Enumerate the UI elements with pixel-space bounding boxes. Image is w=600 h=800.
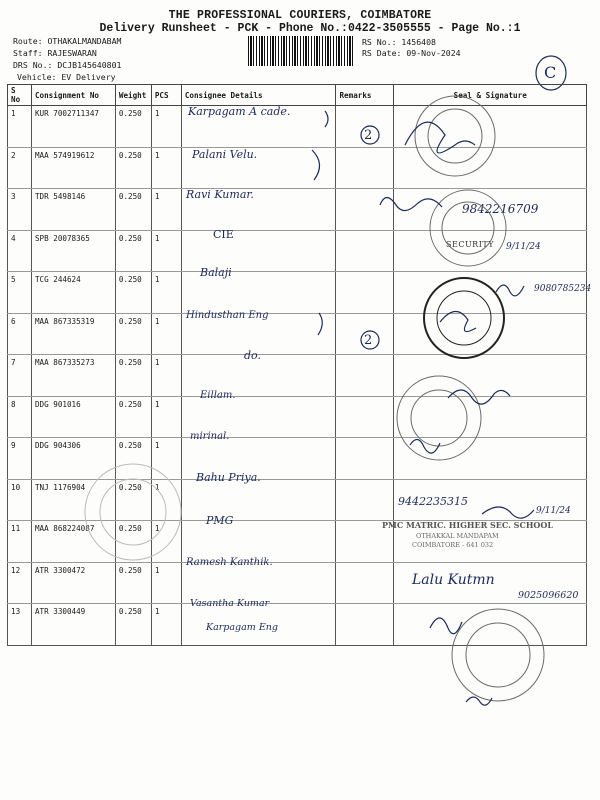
pcs-cell: 1 <box>151 106 181 148</box>
pcs-cell: 1 <box>151 272 181 314</box>
consignee-name: Karpagam Eng <box>206 622 278 633</box>
sno-cell: 4 <box>8 230 32 272</box>
col-consignment: Consignment No <box>31 85 115 106</box>
weight-cell: 0.250 <box>115 230 151 272</box>
consignment-cell: DDG 904306 <box>31 438 115 480</box>
sno-cell: 9 <box>8 438 32 480</box>
weight-cell: 0.250 <box>115 438 151 480</box>
corner-circle-mark: C <box>534 54 568 92</box>
signature-note: 9842216709 <box>462 202 539 216</box>
staff-label: Staff: RAJESWARAN <box>13 48 97 58</box>
round-stamp <box>397 376 481 460</box>
stamp-text: COIMBATORE - 641 032 <box>412 541 494 549</box>
remark-mark: 2 <box>364 128 373 143</box>
signature-scribble <box>496 285 524 296</box>
signature-note: 9442235315 <box>398 495 468 508</box>
pcs-cell: 1 <box>151 438 181 480</box>
pcs-cell: 1 <box>151 479 181 521</box>
consignee-name: CIE <box>213 228 234 241</box>
consignee-name: Vasantha Kumar <box>190 598 270 609</box>
company-title: THE PROFESSIONAL COURIERS, COIMBATORE <box>168 9 432 22</box>
stamp-text: PMC MATRIC. HIGHER SEC. SCHOOL <box>382 520 553 530</box>
col-sno: S No <box>8 85 32 106</box>
signature-scribble <box>440 311 476 331</box>
route-label: Route: OTHAKALMANDABAM <box>13 36 122 46</box>
signature-note: 9080785234 <box>534 284 592 294</box>
sno-cell: 2 <box>8 147 32 189</box>
pcs-cell: 1 <box>151 562 181 604</box>
weight-cell: 0.250 <box>115 604 151 646</box>
sno-cell: 3 <box>8 189 32 231</box>
consignee-name: Ramesh Kanthik. <box>186 557 273 568</box>
weight-cell: 0.250 <box>115 479 151 521</box>
stamp-text: OTHAKKAL MANDAPAM <box>416 532 499 540</box>
col-weight: Weight <box>115 85 151 106</box>
pcs-cell: 1 <box>151 313 181 355</box>
consignee-name: mirinal. <box>190 431 230 442</box>
col-remarks: Remarks <box>336 85 394 106</box>
signature-scribble <box>466 697 492 705</box>
sno-cell: 12 <box>8 562 32 604</box>
consignee-name: Ravi Kumar. <box>186 188 254 201</box>
col-pcs: PCS <box>151 85 181 106</box>
consignment-cell: ATR 3300472 <box>31 562 115 604</box>
weight-cell: 0.250 <box>115 355 151 397</box>
weight-cell: 0.250 <box>115 106 151 148</box>
signature-note: 9/11/24 <box>506 242 541 252</box>
signature-scribble <box>482 507 534 518</box>
round-stamp <box>424 278 504 358</box>
consignment-cell: MAA 574919612 <box>31 147 115 189</box>
consignment-cell: TNJ 1176904 <box>31 479 115 521</box>
sno-cell: 13 <box>8 604 32 646</box>
signature-note: Lalu Kutmn <box>412 572 495 588</box>
consignee-name: Eillam. <box>200 390 236 401</box>
pcs-cell: 1 <box>151 189 181 231</box>
rs-number: RS No.: 1456408 <box>362 37 436 47</box>
drs-label: DRS No.: DCJB145640801 <box>13 60 122 70</box>
stamp-text: SECURITY <box>446 240 494 249</box>
sno-cell: 11 <box>8 521 32 563</box>
sno-cell: 8 <box>8 396 32 438</box>
runsheet-title: Delivery Runsheet - PCK - Phone No.:0422-3505555 - Page No.:1 <box>99 22 521 35</box>
weight-cell: 0.250 <box>115 272 151 314</box>
signature-scribble <box>430 618 462 634</box>
pcs-cell: 1 <box>151 604 181 646</box>
sno-cell: 6 <box>8 313 32 355</box>
sno-cell: 1 <box>8 106 32 148</box>
consignment-cell: MAA 868224087 <box>31 521 115 563</box>
pcs-cell: 1 <box>151 355 181 397</box>
consignee-name: PMG <box>206 514 234 527</box>
round-stamp <box>415 96 495 176</box>
vehicle-label: Vehicle: EV Delivery <box>17 72 116 82</box>
consignee-name: Hindusthan Eng <box>186 310 269 321</box>
signature-note: 9025096620 <box>518 590 579 601</box>
signature-scribble <box>410 439 440 453</box>
consignment-cell: KUR 7002711347 <box>31 106 115 148</box>
pcs-cell: 1 <box>151 396 181 438</box>
weight-cell: 0.250 <box>115 396 151 438</box>
remark-mark: 2 <box>364 333 373 348</box>
sno-cell: 5 <box>8 272 32 314</box>
consignee-name: Palani Velu. <box>192 148 258 161</box>
sno-cell: 7 <box>8 355 32 397</box>
consignment-cell: DDG 901016 <box>31 396 115 438</box>
consignment-cell: SPB 20078365 <box>31 230 115 272</box>
consignment-cell: MAA 867335273 <box>31 355 115 397</box>
round-stamp <box>430 190 506 266</box>
signature-note: 9/11/24 <box>536 506 571 516</box>
consignee-name: Bahu Priya. <box>196 471 261 484</box>
consignee-name: do. <box>244 349 261 362</box>
weight-cell: 0.250 <box>115 562 151 604</box>
col-consignee: Consignee Details <box>181 85 336 106</box>
consignment-cell: MAA 867335319 <box>31 313 115 355</box>
consignee-name: Karpagam A cade. <box>188 105 291 118</box>
round-stamp <box>85 464 181 560</box>
weight-cell: 0.250 <box>115 313 151 355</box>
consignment-cell: ATR 3300449 <box>31 604 115 646</box>
weight-cell: 0.250 <box>115 147 151 189</box>
weight-cell: 0.250 <box>115 189 151 231</box>
consignment-cell: TDR 5498146 <box>31 189 115 231</box>
consignee-name: Balaji <box>200 266 232 279</box>
pcs-cell: 1 <box>151 521 181 563</box>
consignment-cell: TCG 244624 <box>31 272 115 314</box>
rs-date: RS Date: 09-Nov-2024 <box>362 48 461 58</box>
sno-cell: 10 <box>8 479 32 521</box>
signature-scribble <box>380 198 442 211</box>
pcs-cell: 1 <box>151 230 181 272</box>
weight-cell: 0.250 <box>115 521 151 563</box>
pcs-cell: 1 <box>151 147 181 189</box>
col-seal: Seal & Signature <box>394 85 587 106</box>
